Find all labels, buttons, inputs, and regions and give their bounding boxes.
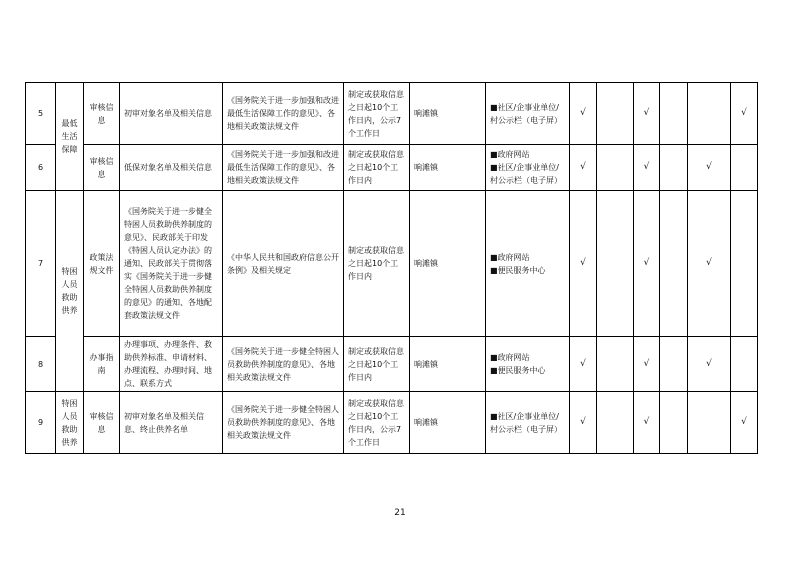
sub-item-cell: 审核信息 <box>84 145 120 191</box>
channel-cell <box>486 83 570 145</box>
channel-line: ■ 社区/企事业单位/村公示栏（电子屏） <box>490 101 565 127</box>
row-number: 5 <box>26 83 56 145</box>
mark-cell: √ <box>634 83 660 145</box>
table-row <box>26 191 758 337</box>
content-cell: 办理事项、办理条件、救助供养标准、申请材料、办理流程、办理时间、地点、联系方式 <box>120 337 223 392</box>
table-row <box>26 392 758 454</box>
channel-line: ■ 便民服务中心 <box>490 364 565 377</box>
channel-cell <box>486 191 570 337</box>
disclosure-table <box>25 82 758 454</box>
table-row <box>26 145 758 191</box>
square-bullet-icon <box>490 150 498 159</box>
mark-cell: √ <box>688 145 731 191</box>
time-limit-cell: 制定或获取信息之日起10个工作日内 <box>344 145 410 191</box>
mark-cell: √ <box>634 337 660 392</box>
mark-cell <box>660 337 688 392</box>
mark-cell <box>597 191 634 337</box>
square-bullet-icon <box>490 163 498 172</box>
mark-cell: √ <box>688 191 731 337</box>
mark-cell <box>660 145 688 191</box>
mark-cell: √ <box>634 392 660 454</box>
mark-cell <box>731 145 758 191</box>
content-cell: 《国务院关于进一步健全特困人员救助供养制度的意见》、民政部关于印发《特困人员认定办法》的通知、民政部关于贯彻落实《国务院关于进一步健全特困人员救助供养制度的意见》的通知、各地配套政策法规文件 <box>120 191 223 337</box>
square-bullet-icon <box>490 353 498 362</box>
square-bullet-icon <box>490 412 498 421</box>
mark-cell: √ <box>570 392 597 454</box>
basis-cell: 《国务院关于进一步加强和改进最低生活保障工作的意见》、各地相关政策法规文件 <box>223 83 344 145</box>
mark-cell <box>597 145 634 191</box>
item-name-cell: 最低生活保障 <box>56 83 84 191</box>
subject-cell: 响滩镇 <box>410 145 486 191</box>
mark-cell: √ <box>570 83 597 145</box>
mark-cell: √ <box>688 337 731 392</box>
time-limit-cell: 制定或获取信息之日起10个工作日内 <box>344 191 410 337</box>
mark-cell <box>731 337 758 392</box>
mark-cell: √ <box>731 83 758 145</box>
channel-line: ■ 政府网站 <box>490 351 565 364</box>
square-bullet-icon <box>490 103 498 112</box>
mark-cell <box>688 83 731 145</box>
mark-cell <box>597 83 634 145</box>
mark-cell: √ <box>570 145 597 191</box>
content-cell: 低保对象名单及相关信息 <box>120 145 223 191</box>
item-name-cell: 特困人员救助供养 <box>56 191 84 392</box>
mark-cell <box>731 191 758 337</box>
time-limit-cell: 制定或获取信息之日起10个工作日内，公示7个工作日 <box>344 83 410 145</box>
content-cell: 初审对象名单及相关信息、终止供养名单 <box>120 392 223 454</box>
sub-item-cell: 政策法规文件 <box>84 191 120 337</box>
mark-cell: √ <box>570 191 597 337</box>
basis-cell: 《国务院关于进一步健全特困人员救助供养制度的意见》、各地相关政策法规文件 <box>223 392 344 454</box>
mark-cell: √ <box>570 337 597 392</box>
mark-cell <box>660 191 688 337</box>
subject-cell: 响滩镇 <box>410 392 486 454</box>
mark-cell <box>597 392 634 454</box>
time-limit-cell: 制定或获取信息之日起10个工作日内 <box>344 337 410 392</box>
mark-cell: √ <box>731 392 758 454</box>
subject-cell: 响滩镇 <box>410 337 486 392</box>
sub-item-cell: 审核信息 <box>84 392 120 454</box>
mark-cell <box>660 83 688 145</box>
sub-item-cell: 审核信息 <box>84 83 120 145</box>
basis-cell: 《国务院关于进一步加强和改进最低生活保障工作的意见》、各地相关政策法规文件 <box>223 145 344 191</box>
table-row <box>26 337 758 392</box>
mark-cell <box>660 392 688 454</box>
row-number: 6 <box>26 145 56 191</box>
mark-cell: √ <box>634 145 660 191</box>
channel-line: ■ 便民服务中心 <box>490 264 565 277</box>
table-row <box>26 83 758 145</box>
item-name-cell: 特困人员救助供养 <box>56 392 84 454</box>
sub-item-cell: 办事指南 <box>84 337 120 392</box>
content-cell: 初审对象名单及相关信息 <box>120 83 223 145</box>
mark-cell <box>688 392 731 454</box>
subject-cell: 响滩镇 <box>410 83 486 145</box>
channel-line: ■ 政府网站 <box>490 251 565 264</box>
channel-cell <box>486 337 570 392</box>
channel-cell <box>486 392 570 454</box>
mark-cell: √ <box>634 191 660 337</box>
row-number: 8 <box>26 337 56 392</box>
square-bullet-icon <box>490 266 498 275</box>
basis-cell: 《国务院关于进一步健全特困人员救助供养制度的意见》、各地相关政策法规文件 <box>223 337 344 392</box>
mark-cell <box>597 337 634 392</box>
channel-line: ■ 社区/企事业单位/村公示栏（电子屏） <box>490 161 565 187</box>
channel-line: ■ 政府网站 <box>490 148 565 161</box>
square-bullet-icon <box>490 366 498 375</box>
page-number: 21 <box>394 508 406 518</box>
square-bullet-icon <box>490 253 498 262</box>
subject-cell: 响滩镇 <box>410 191 486 337</box>
basis-cell: 《中华人民共和国政府信息公开条例》及相关规定 <box>223 191 344 337</box>
time-limit-cell: 制定或获取信息之日起10个工作日内，公示7个工作日 <box>344 392 410 454</box>
row-number: 9 <box>26 392 56 454</box>
channel-line: ■ 社区/企事业单位/村公示栏（电子屏） <box>490 410 565 436</box>
channel-cell <box>486 145 570 191</box>
row-number: 7 <box>26 191 56 337</box>
